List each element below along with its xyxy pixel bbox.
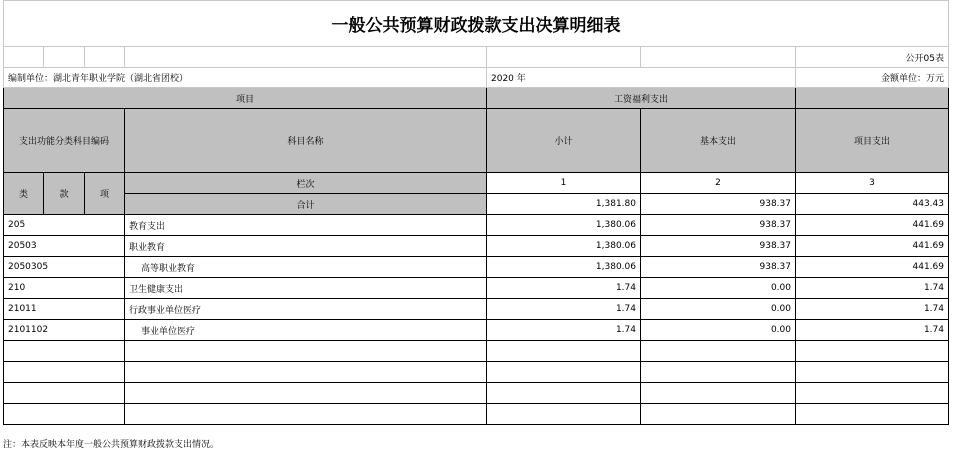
row-name: 行政事业单位医疗 (125, 299, 487, 320)
row-project: 1.74 (796, 299, 949, 320)
row-basic: 0.00 (641, 278, 796, 299)
total-subtotal: 1,381.80 (487, 194, 641, 215)
row-basic: 938.37 (641, 215, 796, 236)
form-number: 公开05表 (796, 47, 949, 68)
reporting-unit: 编制单位：湖北青年职业学院（湖北省团校） (4, 68, 487, 88)
row-subtotal: 1,380.06 (487, 215, 641, 236)
row-name: 卫生健康支出 (125, 278, 487, 299)
footnote: 注：本表反映本年度一般公共预算财政拨款支出情况。 (3, 440, 220, 450)
row-code: 210 (4, 278, 125, 299)
row-subtotal: 1.74 (487, 299, 641, 320)
table-row (4, 236, 949, 257)
header-subtotal: 小计 (487, 109, 641, 173)
header-lei: 类 (4, 173, 44, 215)
row-code: 2101102 (4, 320, 125, 341)
total-project: 443.43 (796, 194, 949, 215)
row-basic: 0.00 (641, 299, 796, 320)
column-number-2: 2 (641, 173, 796, 194)
header-wage-welfare: 工资福利支出 (487, 88, 796, 109)
row-name: 高等职业教育 (125, 257, 487, 278)
row-subtotal: 1.74 (487, 278, 641, 299)
report-year: 2020 年 (487, 68, 796, 88)
header-basic-expenditure: 基本支出 (641, 109, 796, 173)
row-code: 205 (4, 215, 125, 236)
row-project: 441.69 (796, 215, 949, 236)
empty-row (4, 404, 949, 425)
empty-row (4, 362, 949, 383)
row-basic: 938.37 (641, 257, 796, 278)
row-subtotal: 1,380.06 (487, 236, 641, 257)
header-project-expenditure: 项目支出 (796, 109, 949, 173)
table-row (4, 320, 949, 341)
header-project: 项目 (4, 88, 487, 109)
table-row (4, 299, 949, 320)
header-subject-name: 科目名称 (125, 109, 487, 173)
detail-table (3, 0, 949, 425)
table-row (4, 257, 949, 278)
row-subtotal: 1.74 (487, 320, 641, 341)
total-basic: 938.37 (641, 194, 796, 215)
row-name: 职业教育 (125, 236, 487, 257)
row-code: 21011 (4, 299, 125, 320)
currency-unit: 金额单位：万元 (796, 68, 949, 88)
row-code: 20503 (4, 236, 125, 257)
empty-row (4, 383, 949, 404)
header-column-no: 栏次 (125, 173, 487, 194)
table-row (4, 278, 949, 299)
header-kuan: 款 (44, 173, 85, 215)
row-name: 事业单位医疗 (125, 320, 487, 341)
row-project: 441.69 (796, 257, 949, 278)
table-row (4, 215, 949, 236)
row-project: 1.74 (796, 278, 949, 299)
row-project: 441.69 (796, 236, 949, 257)
total-label: 合计 (125, 194, 487, 215)
row-code: 2050305 (4, 257, 125, 278)
row-basic: 0.00 (641, 320, 796, 341)
header-function-code: 支出功能分类科目编码 (4, 109, 125, 173)
row-basic: 938.37 (641, 236, 796, 257)
empty-row (4, 341, 949, 362)
page-title: 一般公共预算财政拨款支出决算明细表 (4, 1, 949, 47)
column-number-1: 1 (487, 173, 641, 194)
header-xiang: 项 (85, 173, 125, 215)
row-subtotal: 1,380.06 (487, 257, 641, 278)
row-name: 教育支出 (125, 215, 487, 236)
column-number-3: 3 (796, 173, 949, 194)
row-project: 1.74 (796, 320, 949, 341)
